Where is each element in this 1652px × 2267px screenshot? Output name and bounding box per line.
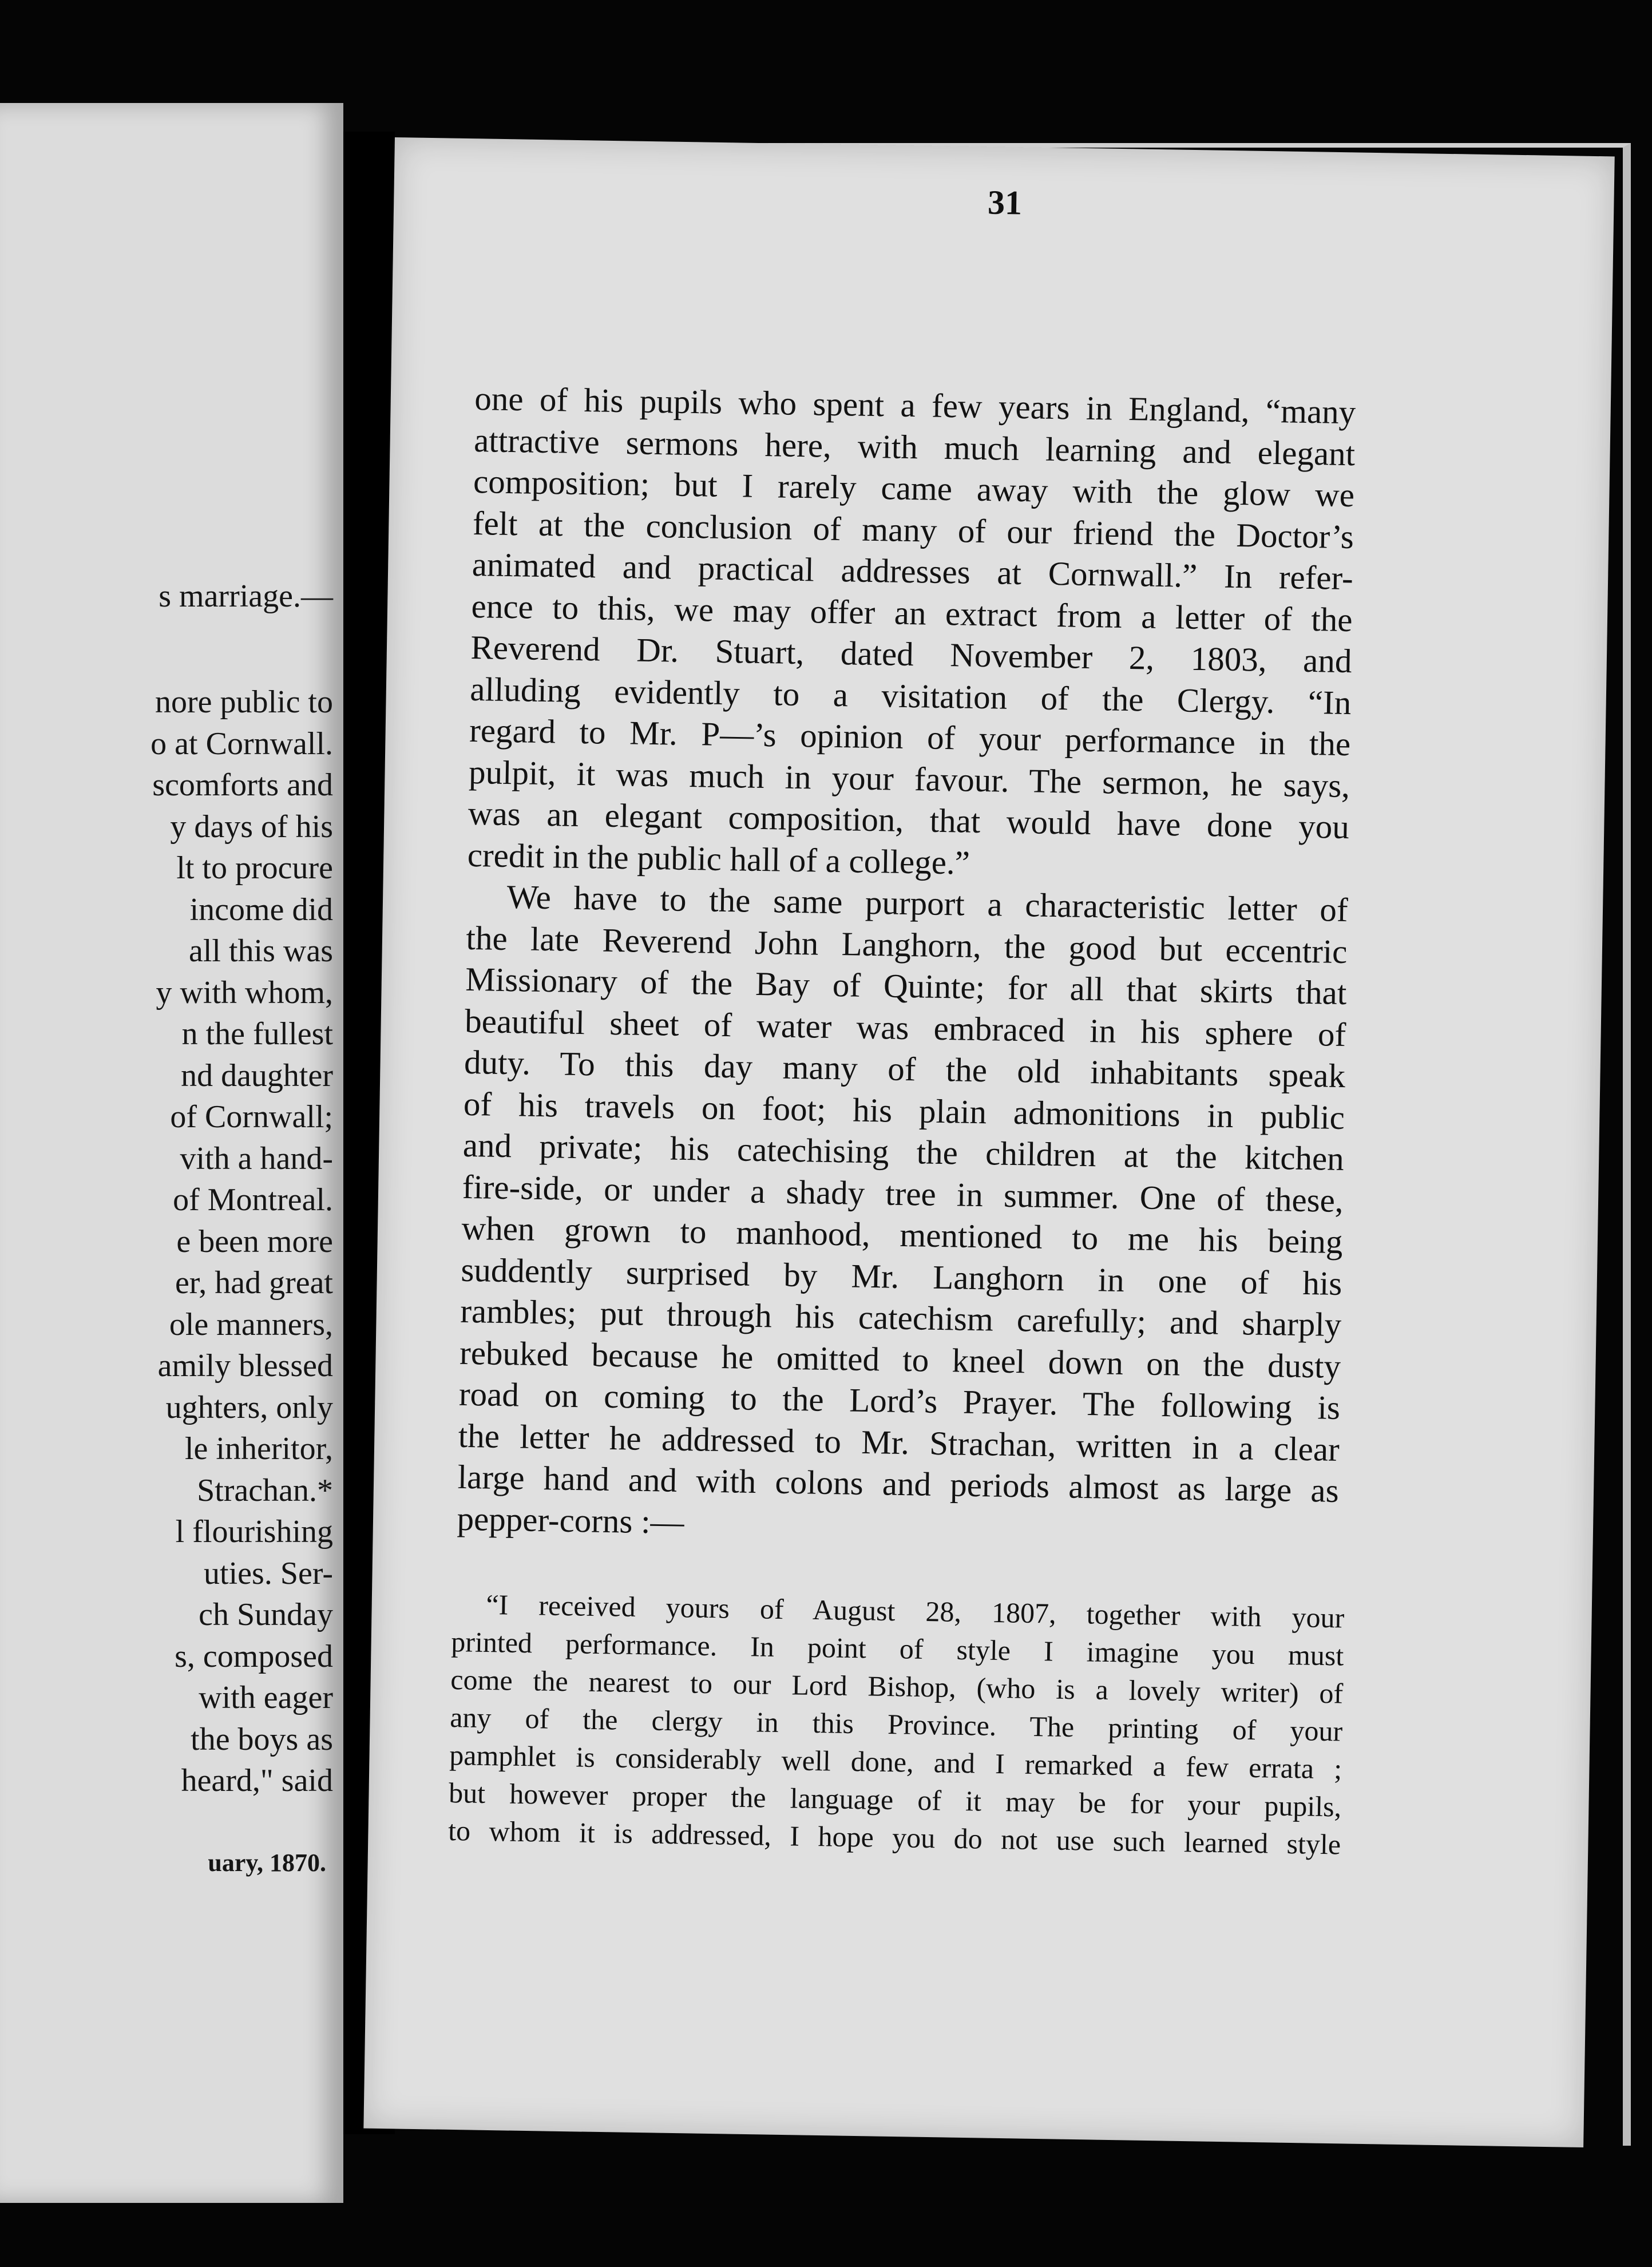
text-line: of his travels on foot; his plain admonitions in public (463, 1084, 1345, 1136)
text-line: duty. To this day many of the old inhabitants speak (463, 1043, 1346, 1095)
text-line: felt at the conclusion of many of our friend the Doctor’s (472, 504, 1354, 556)
previous-page-line: s marriage.— (159, 578, 333, 614)
page-number: 31 (987, 183, 1023, 222)
previous-page-line: s, composed (175, 1638, 333, 1674)
text-line: the late Reverend John Langhorn, the good but eccentric (466, 918, 1348, 970)
quote-line: but however proper the language of it may be for your pupils, (448, 1776, 1342, 1823)
previous-page-line: scomforts and (152, 767, 333, 803)
previous-page-line: of Montreal. (173, 1182, 333, 1218)
previous-page-line: vith a hand- (180, 1140, 333, 1176)
text-line: when grown to manhood, mentioned to me his being (461, 1208, 1343, 1261)
previous-page-line: amily blessed (157, 1348, 333, 1384)
previous-page-line: ole manners, (169, 1306, 333, 1342)
previous-page-footnote: uary, 1870. (208, 1849, 326, 1877)
previous-page-line: er, had great (175, 1265, 333, 1301)
text-line: Missionary of the Bay of Quinte; for all that skirts that (465, 960, 1347, 1012)
previous-page-line: with eager (199, 1680, 333, 1715)
previous-page-line: y days of his (170, 808, 333, 845)
text-line: and private; his catechising the children at the kitchen (462, 1125, 1345, 1178)
text-line: road on coming to the Lord’s Prayer. The following is (458, 1374, 1341, 1426)
text-line: attractive sermons here, with much learning and elegant (473, 421, 1356, 473)
quote-line: pamphlet is considerably well done, and I remarked a few errata ; (449, 1738, 1342, 1785)
text-line: rambles; put through his catechism carefully; and sharply (459, 1291, 1342, 1343)
text-line: Reverend Dr. Stuart, dated November 2, 1803, and (470, 628, 1352, 680)
text-line: composition; but I rarely came away with the glow we (473, 462, 1355, 514)
previous-page-line: ughters, only (165, 1389, 333, 1425)
quoted-letter (448, 1585, 1345, 1863)
quote-line: any of the clergy in this Province. The printing of your (449, 1701, 1343, 1747)
previous-page-line: o at Cornwall. (150, 726, 333, 762)
previous-page-line: n the fullest (181, 1016, 333, 1052)
text-line: alluding evidently to a visitation of the Clergy. “In (469, 669, 1352, 722)
previous-page (0, 103, 343, 2203)
quote-line: to whom it is addressed, I hope you do not use such learned style (447, 1814, 1341, 1861)
text-line: was an elegant composition, that would have done you (468, 794, 1350, 846)
previous-page-line: Strachan.* (197, 1472, 333, 1508)
previous-page-line: l flourishing (175, 1514, 333, 1549)
text-line: beautiful sheet of water was embraced in his sphere of (464, 1001, 1346, 1053)
previous-page-line: all this was (189, 933, 333, 969)
text-line: fire-side, or under a shady tree in summer. One of these, (462, 1167, 1344, 1219)
previous-page-line: of Cornwall; (170, 1099, 333, 1135)
previous-page-line: uties. Ser- (204, 1555, 333, 1591)
text-line: We have to the same purport a characteristic letter of (506, 877, 1349, 929)
previous-page-line: the boys as (191, 1721, 333, 1757)
quote-line: printed performance. In point of style I imagine you must (451, 1625, 1344, 1672)
text-line: large hand and with colons and periods almost as large as (457, 1457, 1340, 1509)
text-line: pulpit, it was much in your favour. The sermon, he says, (468, 752, 1350, 804)
text-line: the letter he addressed to Mr. Strachan, written in a clear (458, 1416, 1340, 1468)
previous-page-line: income did (189, 891, 333, 928)
text-line: one of his pupils who spent a few years in England, “many (474, 379, 1356, 431)
previous-page-line: nore public to (154, 684, 333, 720)
text-line: pepper-corns :— (457, 1499, 685, 1541)
previous-page-line: nd daughter (181, 1057, 333, 1093)
text-line: animated and practical addresses at Cornwall.” In refer- (472, 545, 1354, 597)
previous-page-line: lt to procure (176, 850, 333, 886)
previous-page-line: e been more (176, 1223, 333, 1259)
body-paragraphs (457, 378, 1356, 1553)
text-line: rebuked because he omitted to kneel down on the dusty (459, 1333, 1341, 1385)
text-line: suddently surprised by Mr. Langhorn in one of his (461, 1250, 1342, 1302)
previous-page-line: le inheritor, (185, 1431, 333, 1467)
quote-line: “I received yours of August 28, 1807, together with your (486, 1588, 1345, 1634)
quote-line: come the nearest to our Lord Bishop, (who is a lovely writer) of (450, 1663, 1344, 1710)
text-line: regard to Mr. P—’s opinion of your performance in the (469, 711, 1351, 763)
previous-page-line: y with whom, (156, 974, 333, 1010)
text-line: credit in the public hall of a college.” (467, 835, 970, 882)
text-line: ence to this, we may offer an extract from a letter of the (471, 586, 1353, 639)
previous-page-line: heard," said (181, 1763, 333, 1798)
previous-page-line: ch Sunday (199, 1597, 333, 1632)
